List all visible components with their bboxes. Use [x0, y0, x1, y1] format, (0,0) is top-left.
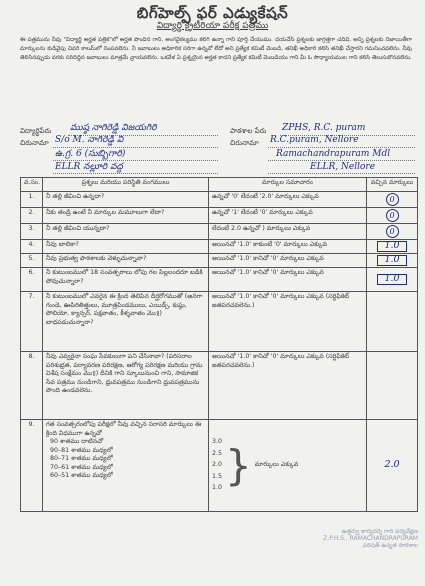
school-address-label: చిరునామా [230, 139, 259, 147]
row-question-cell [43, 420, 209, 512]
official-stamp [200, 528, 418, 582]
row-score: 1.0 [377, 274, 406, 285]
marks-value: 3.0 [212, 438, 223, 446]
table-row [21, 240, 418, 254]
school-address-line-3 [268, 173, 415, 174]
row-question: నీవు ఎవ్వరైనా సంఘ సేవకులుగా పని చేసినావా? (పరిసరాల పరిశుభ్రత, పర్యావరణ పరిరక్షణ, ఆరోగ్య పరిరక్షణ మరియు గ్రామ విశేష సంక్షేమం మొ॥) దీనికి గాని స్కూలునుంచి గాని, సామాజిక సేవ పత్రము నుండిగాని, ధ్రువపత్రము నుండిగాని ధ్రువపత్రమును పొంది ఉండవలెను. [43, 352, 209, 420]
school-address-value-3: ELLR, Nellore [310, 162, 376, 172]
table-row [21, 208, 418, 224]
row-score: 1.0 [377, 241, 406, 252]
row-marks-info: అయినచో '1.0' కానిచో '0' మార్కులు ఎక్కువ [209, 254, 367, 268]
row-score: 0 [386, 209, 399, 222]
row-question: నీవు ప్రభుత్వ పాఠశాలకు వెళ్ళుచున్నావా? [43, 254, 209, 268]
row-score-cell [367, 292, 418, 352]
row-score: 0 [386, 193, 399, 206]
row-score-cell [367, 420, 418, 512]
row-question: నీ తల్లి జీవించి ఉన్నదా? [43, 192, 209, 208]
school-address-value-2: Ramachandrapuram Mdl [276, 149, 391, 159]
stamp-line: Z.P.H.S., RAMACHANDRAPURAM [323, 535, 418, 542]
address-value-3: ELLR నల్లూరి వద్ద [55, 162, 123, 172]
row-marks-info: అయినచో '1.0' కానిచో '0' మార్కులు ఎక్కువ (సర్టిఫికెట్ జతపరచవలెను.) [209, 292, 367, 352]
address-value-1: S/o M. నాగిరెడ్డి వి [55, 135, 124, 145]
header-question: ప్రశ్నలు మరియు పరిస్థితి వంగములు [43, 178, 209, 192]
row-score: 0 [386, 225, 399, 238]
table-header-row [21, 178, 418, 192]
row-question: నీ కుటుంబములో 18 సంవత్సరాలు లోపు గల పిల్లలందరూ బడికి పోవుచున్నారా? [43, 268, 209, 292]
stamp-line: ఉత్తర్వు కార్యదర్శి గారి పర్యవేక్షణ [341, 528, 418, 535]
row-marks-info: అయినచో '1.0' కాకుంటే '0' మార్కులు ఎక్కువ [209, 240, 367, 254]
row-marks-info-cell [209, 420, 367, 512]
address-label: చిరునామా [20, 139, 49, 147]
table-row [21, 420, 418, 512]
row-score-cell [367, 268, 418, 292]
row-marks-info: మార్కులు ఎక్కువ [254, 461, 299, 469]
row-number: 3. [21, 224, 43, 240]
student-name-value: ముష్ఠ నాగిరెడ్డి విజయగిరి [70, 123, 157, 133]
school-name-label: పాఠశాల పేరు [230, 127, 267, 135]
school-address-value-1: R.C.puram, Nellore [270, 135, 359, 145]
list-item: 60–51 శాతము మధ్యలో [50, 472, 113, 479]
brace-icon: } [225, 440, 252, 490]
row-number: 8. [21, 352, 43, 420]
row-question: నీ కుటుంబములో ఎవరైన ఈ క్రింద తెలిపిన దీర్ఘరోగముతో (అనగా గుండె, ఊపిరితిత్తులు, మూత్రపిండములు, ఎయిడ్స్, కుష్ఠు, పోలియో, క్యాన్సర్, పక్షవాతం, కీళ్ళవాతం మొ॥) బాధపడుచున్నారా? [43, 292, 209, 352]
header-marks-info: మార్కుల సమాచారం [209, 178, 367, 192]
address-line-1 [53, 147, 218, 148]
row-number: 4. [21, 240, 43, 254]
row-score-cell [367, 224, 418, 240]
row-marks-info: అయినచో '1.0' కానిచో '0' మార్కులు ఎక్కువ [209, 268, 367, 292]
table-row [21, 268, 418, 292]
school-address-line-2 [268, 160, 415, 161]
form-subtitle: విద్యార్థి క్రైటీరియా పరీక్ష పత్రము [156, 21, 269, 31]
list-item: 70–61 శాతము మధ్యలో [50, 463, 113, 471]
row-marks-info: లేదంటే 2.0 ఉన్నచో ) మార్కులు ఎక్కువ [209, 224, 367, 240]
marks-value: 2.0 [212, 461, 223, 469]
row-score-cell [367, 352, 418, 420]
row-score-cell [367, 254, 418, 268]
address-line-2 [53, 160, 218, 161]
student-name-label: విద్యార్థిపేరు [20, 127, 52, 135]
row-number: 7. [21, 292, 43, 352]
table-row [21, 192, 418, 208]
criteria-table [20, 177, 418, 512]
row-score-cell [367, 192, 418, 208]
row-score: 1.0 [377, 255, 406, 266]
row-number: 9. [21, 420, 43, 512]
marks-value: 1.5 [212, 472, 223, 480]
row-marks-info: ఉన్నచో '1' లేదంటే '0' మార్కులు ఎక్కువ [209, 208, 367, 224]
row-number: 5. [21, 254, 43, 268]
row-question: నీ తల్లి జీవించి యున్నదా? [43, 224, 209, 240]
table-row [21, 254, 418, 268]
address-line-3 [53, 173, 218, 174]
list-item: 90–81 శాతము మధ్యలో [50, 446, 113, 454]
instructions-paragraph: ఈ పత్రమును నీవు "విద్యార్థి అర్హత పత్రిక"లో అర్హత పొందిన గాని, అంగవైకల్యము కలిగి ఉన్నా గాని పూర్తి చేయుము. దయచేసి ప్రశ్నలకు జాగ్రత్తగా చదివి, అన్ని ప్రశ్నలకు నిజాయితీగా మార్కులను కుడివైపు చివరి కాలమ్‌లో నింపవలెను. నీ జవాబులు అధికారిక సరిగా ఉన్నవో లేదో అని ప్రత్యేక కమిటీ వెంబడి, తనిఖీ అధికారి కలిసి తనిఖీ చేస్తారని గమనించవలెను. నీవు తెలిసినప్పుడు వరకు సరిదిద్దిన జవాబులు మాత్రమే వ్రాయవలెను. ఒకవేళ ఏ ప్రశ్నయైన అర్హత కాదని ప్రత్యేక కమిటీ వెంబడియు గాని మీ ఓ సౌధ్యాయముల గాని కలిసి తెలుసుకొనవలెను. [20, 37, 412, 61]
row-marks-info: అయినచో '1.0' కానిచో '0' మార్కులు ఎక్కువ (సర్టిఫికెట్ జతపరచవలెను.) [209, 352, 367, 420]
address-value-2: ఉ.గ్ర. 6 (సుబ్బిగారి) [55, 149, 126, 159]
marks-value: 1.0 [212, 484, 223, 492]
row-score-cell [367, 208, 418, 224]
header-serial: వ.సం. [21, 178, 43, 192]
row-number: 6. [21, 268, 43, 292]
row-score: 2.0 [384, 458, 400, 470]
row-question: నీవు బాలికా? [43, 240, 209, 254]
age-range-list [46, 438, 205, 481]
stamp-line: పరిషత్ ఉన్నత పాఠశాల [362, 542, 418, 549]
marks-value: 2.5 [212, 449, 223, 457]
row-number: 2. [21, 208, 43, 224]
row-score-cell [367, 240, 418, 254]
header-score: వచ్చిన మార్కులు [367, 178, 418, 192]
list-item: 90 శాతము దాటినచో [50, 438, 104, 445]
row-question: నీకు తండ్రి ఉంటే నీ మార్కుల మమూలుగా లేదా? [43, 208, 209, 224]
table-row [21, 352, 418, 420]
row-number: 1. [21, 192, 43, 208]
table-row [21, 292, 418, 352]
marks-brace-group [212, 438, 363, 493]
school-address-line-1 [268, 147, 415, 148]
list-item: 80–71 శాతము మధ్యలో [50, 455, 113, 462]
form-title: బిగ్‌హెల్ప్ ఫర్ ఎడ్యుకేషన్ [136, 4, 289, 22]
row-question: గత సంవత్సరంలోపు పరీక్షలో నీవు వచ్చిన సరాసరి మార్కులు ఈ క్రింది విధముగా ఉన్నచో [46, 421, 202, 437]
table-row [21, 224, 418, 240]
row-marks-info: ఉన్నచో '0' లేదంటే '2.0' మార్కులు ఎక్కువ [209, 192, 367, 208]
school-name-value: ZPHS, R.C. puram [282, 123, 366, 133]
marks-values [212, 438, 222, 493]
